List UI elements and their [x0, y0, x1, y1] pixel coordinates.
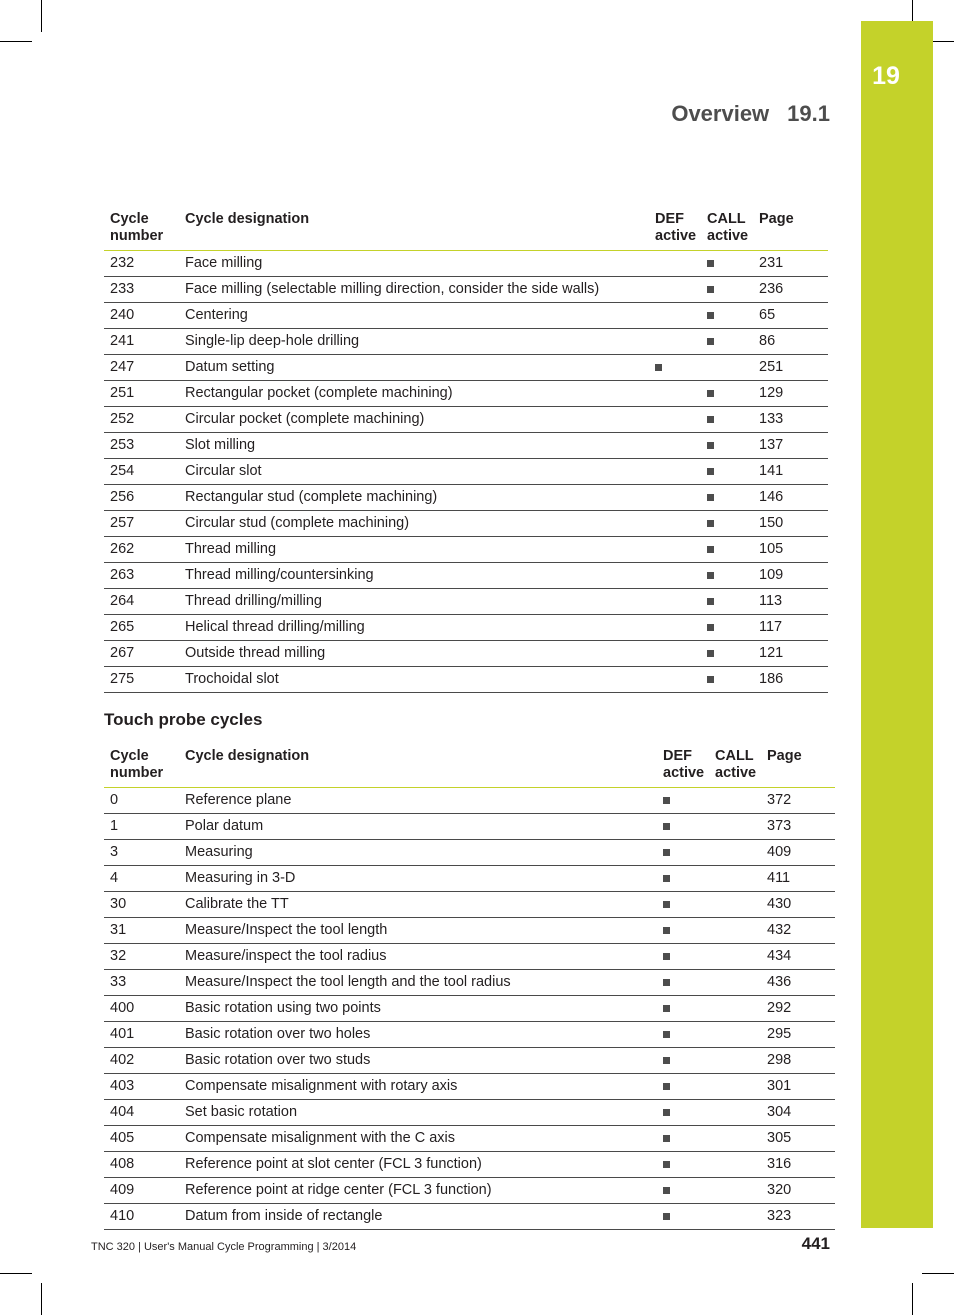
section-number: 19.1	[787, 101, 830, 126]
table-row	[104, 563, 828, 589]
call-active-cell	[701, 459, 753, 485]
table-row	[104, 918, 835, 944]
table-row	[104, 251, 828, 277]
designation-cell: Reference plane	[179, 788, 657, 814]
designation-cell: Helical thread drilling/milling	[179, 615, 649, 641]
page-cell: 372	[761, 788, 835, 814]
call-active-cell	[709, 892, 761, 918]
cycle-number-cell: 401	[104, 1022, 179, 1048]
def-active-cell	[657, 866, 709, 892]
page-cell: 113	[753, 589, 828, 615]
active-marker-icon	[663, 849, 670, 856]
designation-cell: Thread drilling/milling	[179, 589, 649, 615]
page-cell: 146	[753, 485, 828, 511]
designation-cell: Measure/inspect the tool radius	[179, 944, 657, 970]
cycle-number-cell: 232	[104, 251, 179, 277]
designation-cell: Calibrate the TT	[179, 892, 657, 918]
active-marker-icon	[663, 875, 670, 882]
cycle-number-cell: 247	[104, 355, 179, 381]
designation-cell: Circular stud (complete machining)	[179, 511, 649, 537]
touch-probe-heading: Touch probe cycles	[104, 710, 263, 729]
def-active-cell	[657, 1074, 709, 1100]
active-marker-icon	[707, 390, 714, 397]
page-cell: 316	[761, 1152, 835, 1178]
def-active-cell	[657, 970, 709, 996]
col-header-page: Page	[761, 744, 835, 788]
def-active-cell	[657, 1126, 709, 1152]
table-row	[104, 1022, 835, 1048]
cycle-number-cell: 402	[104, 1048, 179, 1074]
def-active-cell	[649, 511, 701, 537]
active-marker-icon	[707, 416, 714, 423]
designation-cell: Measuring in 3-D	[179, 866, 657, 892]
call-active-cell	[701, 563, 753, 589]
touch-probe-cycles-table	[104, 744, 835, 1230]
page-cell: 323	[761, 1204, 835, 1230]
call-active-cell	[709, 866, 761, 892]
page-cell: 292	[761, 996, 835, 1022]
def-active-cell	[657, 892, 709, 918]
page-cell: 251	[753, 355, 828, 381]
table-row	[104, 667, 828, 693]
table-row	[104, 303, 828, 329]
table-header-row	[104, 744, 835, 788]
cycle-number-cell: 33	[104, 970, 179, 996]
call-active-cell	[701, 615, 753, 641]
page-cell: 305	[761, 1126, 835, 1152]
def-active-cell	[649, 303, 701, 329]
table-row	[104, 1048, 835, 1074]
call-active-cell	[701, 589, 753, 615]
col-header-call-active: CALL active	[701, 207, 753, 251]
designation-cell: Face milling (selectable milling direction, consider the side walls)	[179, 277, 649, 303]
call-active-cell	[709, 1204, 761, 1230]
active-marker-icon	[663, 979, 670, 986]
active-marker-icon	[707, 650, 714, 657]
cycle-number-cell: 3	[104, 840, 179, 866]
table-row	[104, 277, 828, 303]
page-cell: 411	[761, 866, 835, 892]
page-cell: 141	[753, 459, 828, 485]
call-active-cell	[709, 1178, 761, 1204]
col-header-def-active: DEF active	[649, 207, 701, 251]
active-marker-icon	[663, 1187, 670, 1194]
def-active-cell	[657, 996, 709, 1022]
cycle-number-cell: 254	[104, 459, 179, 485]
def-active-cell	[649, 589, 701, 615]
active-marker-icon	[707, 572, 714, 579]
table-row	[104, 788, 835, 814]
cycle-number-cell: 233	[104, 277, 179, 303]
table-row	[104, 1100, 835, 1126]
def-active-cell	[649, 407, 701, 433]
crop-mark	[0, 41, 32, 42]
def-active-cell	[657, 840, 709, 866]
active-marker-icon	[707, 312, 714, 319]
page-cell: 231	[753, 251, 828, 277]
table-row	[104, 944, 835, 970]
designation-cell: Outside thread milling	[179, 641, 649, 667]
call-active-cell	[709, 840, 761, 866]
call-active-cell	[709, 944, 761, 970]
def-active-cell	[649, 667, 701, 693]
def-active-cell	[649, 329, 701, 355]
page-cell: 186	[753, 667, 828, 693]
active-marker-icon	[663, 927, 670, 934]
table-row	[104, 589, 828, 615]
call-active-cell	[701, 355, 753, 381]
cycle-number-cell: 31	[104, 918, 179, 944]
call-active-cell	[709, 970, 761, 996]
cycle-number-cell: 253	[104, 433, 179, 459]
active-marker-icon	[707, 260, 714, 267]
active-marker-icon	[655, 364, 662, 371]
cycle-number-cell: 251	[104, 381, 179, 407]
active-marker-icon	[663, 901, 670, 908]
table-row	[104, 840, 835, 866]
active-marker-icon	[707, 338, 714, 345]
cycle-number-cell: 30	[104, 892, 179, 918]
table-row	[104, 407, 828, 433]
call-active-cell	[709, 1022, 761, 1048]
active-marker-icon	[663, 1031, 670, 1038]
col-header-page: Page	[753, 207, 828, 251]
designation-cell: Rectangular stud (complete machining)	[179, 485, 649, 511]
active-marker-icon	[663, 797, 670, 804]
page-cell: 137	[753, 433, 828, 459]
call-active-cell	[701, 641, 753, 667]
table-row	[104, 1074, 835, 1100]
designation-cell: Measuring	[179, 840, 657, 866]
designation-cell: Reference point at ridge center (FCL 3 function)	[179, 1178, 657, 1204]
cycle-number-cell: 252	[104, 407, 179, 433]
table-row	[104, 615, 828, 641]
crop-mark	[922, 1273, 954, 1274]
active-marker-icon	[707, 442, 714, 449]
page-cell: 298	[761, 1048, 835, 1074]
page-cell: 430	[761, 892, 835, 918]
page-cell: 109	[753, 563, 828, 589]
table-row	[104, 329, 828, 355]
col-header-cycle-number: Cycle number	[104, 744, 179, 788]
call-active-cell	[701, 485, 753, 511]
page-cell: 409	[761, 840, 835, 866]
table-row	[104, 641, 828, 667]
active-marker-icon	[707, 598, 714, 605]
cycle-number-cell: 1	[104, 814, 179, 840]
call-active-cell	[701, 329, 753, 355]
table-row	[104, 433, 828, 459]
page-cell: 129	[753, 381, 828, 407]
col-header-designation: Cycle designation	[179, 744, 657, 788]
def-active-cell	[657, 1048, 709, 1074]
active-marker-icon	[707, 468, 714, 475]
def-active-cell	[657, 1152, 709, 1178]
table-row	[104, 1152, 835, 1178]
col-header-cycle-number: Cycle number	[104, 207, 179, 251]
cycle-number-cell: 265	[104, 615, 179, 641]
designation-cell: Compensate misalignment with the C axis	[179, 1126, 657, 1152]
designation-cell: Basic rotation using two points	[179, 996, 657, 1022]
designation-cell: Reference point at slot center (FCL 3 function)	[179, 1152, 657, 1178]
page-cell: 117	[753, 615, 828, 641]
active-marker-icon	[663, 1213, 670, 1220]
crop-mark	[0, 1273, 32, 1274]
table-row	[104, 1126, 835, 1152]
def-active-cell	[657, 788, 709, 814]
call-active-cell	[701, 667, 753, 693]
call-active-cell	[709, 918, 761, 944]
def-active-cell	[649, 277, 701, 303]
def-active-cell	[649, 563, 701, 589]
cycle-number-cell: 263	[104, 563, 179, 589]
call-active-cell	[701, 303, 753, 329]
machining-cycles-table	[104, 207, 828, 693]
cycle-number-cell: 32	[104, 944, 179, 970]
call-active-cell	[709, 1100, 761, 1126]
cycle-number-cell: 404	[104, 1100, 179, 1126]
call-active-cell	[709, 788, 761, 814]
def-active-cell	[649, 251, 701, 277]
designation-cell: Single-lip deep-hole drilling	[179, 329, 649, 355]
cycle-number-cell: 409	[104, 1178, 179, 1204]
page-cell: 150	[753, 511, 828, 537]
active-marker-icon	[663, 1109, 670, 1116]
cycle-number-cell: 267	[104, 641, 179, 667]
designation-cell: Measure/Inspect the tool length	[179, 918, 657, 944]
def-active-cell	[649, 641, 701, 667]
cycle-number-cell: 240	[104, 303, 179, 329]
footer-text: TNC 320 | User's Manual Cycle Programming | 3/2014	[91, 1241, 357, 1253]
crop-mark	[912, 1283, 913, 1315]
crop-mark	[41, 0, 42, 32]
page-cell: 65	[753, 303, 828, 329]
def-active-cell	[657, 1022, 709, 1048]
call-active-cell	[709, 1074, 761, 1100]
cycle-number-cell: 0	[104, 788, 179, 814]
cycle-number-cell: 403	[104, 1074, 179, 1100]
call-active-cell	[701, 277, 753, 303]
section-header	[671, 101, 830, 127]
page-cell: 295	[761, 1022, 835, 1048]
page-cell: 105	[753, 537, 828, 563]
page-cell: 373	[761, 814, 835, 840]
designation-cell: Circular slot	[179, 459, 649, 485]
call-active-cell	[701, 537, 753, 563]
call-active-cell	[701, 433, 753, 459]
designation-cell: Trochoidal slot	[179, 667, 649, 693]
cycle-number-cell: 410	[104, 1204, 179, 1230]
page-cell: 86	[753, 329, 828, 355]
cycle-number-cell: 262	[104, 537, 179, 563]
table-row	[104, 814, 835, 840]
designation-cell: Compensate misalignment with rotary axis	[179, 1074, 657, 1100]
active-marker-icon	[707, 624, 714, 631]
def-active-cell	[657, 918, 709, 944]
active-marker-icon	[663, 1135, 670, 1142]
cycle-number-cell: 257	[104, 511, 179, 537]
table-row	[104, 866, 835, 892]
active-marker-icon	[663, 823, 670, 830]
cycle-number-cell: 264	[104, 589, 179, 615]
active-marker-icon	[663, 1161, 670, 1168]
table-row	[104, 996, 835, 1022]
call-active-cell	[709, 996, 761, 1022]
table-row	[104, 537, 828, 563]
designation-cell: Thread milling	[179, 537, 649, 563]
cycle-number-cell: 241	[104, 329, 179, 355]
table-row	[104, 892, 835, 918]
designation-cell: Measure/Inspect the tool length and the tool radius	[179, 970, 657, 996]
table-row	[104, 355, 828, 381]
active-marker-icon	[707, 520, 714, 527]
chapter-number: 19	[872, 62, 900, 90]
active-marker-icon	[707, 546, 714, 553]
page-number: 441	[801, 1234, 830, 1253]
table-row	[104, 970, 835, 996]
page-cell: 304	[761, 1100, 835, 1126]
active-marker-icon	[663, 1005, 670, 1012]
active-marker-icon	[663, 1083, 670, 1090]
col-header-def-active: DEF active	[657, 744, 709, 788]
def-active-cell	[657, 1204, 709, 1230]
col-header-call-active: CALL active	[709, 744, 761, 788]
def-active-cell	[657, 944, 709, 970]
active-marker-icon	[707, 676, 714, 683]
def-active-cell	[657, 814, 709, 840]
designation-cell: Circular pocket (complete machining)	[179, 407, 649, 433]
call-active-cell	[709, 1152, 761, 1178]
call-active-cell	[709, 1048, 761, 1074]
page-cell: 432	[761, 918, 835, 944]
def-active-cell	[649, 485, 701, 511]
table-row	[104, 485, 828, 511]
crop-mark	[41, 1283, 42, 1315]
active-marker-icon	[707, 286, 714, 293]
table-row	[104, 459, 828, 485]
active-marker-icon	[663, 1057, 670, 1064]
designation-cell: Centering	[179, 303, 649, 329]
page-cell: 121	[753, 641, 828, 667]
cycle-number-cell: 400	[104, 996, 179, 1022]
col-header-designation: Cycle designation	[179, 207, 649, 251]
designation-cell: Polar datum	[179, 814, 657, 840]
cycle-number-cell: 408	[104, 1152, 179, 1178]
page-cell: 236	[753, 277, 828, 303]
designation-cell: Face milling	[179, 251, 649, 277]
active-marker-icon	[707, 494, 714, 501]
cycle-number-cell: 275	[104, 667, 179, 693]
call-active-cell	[701, 251, 753, 277]
designation-cell: Rectangular pocket (complete machining)	[179, 381, 649, 407]
page-cell: 320	[761, 1178, 835, 1204]
designation-cell: Datum setting	[179, 355, 649, 381]
call-active-cell	[709, 1126, 761, 1152]
designation-cell: Slot milling	[179, 433, 649, 459]
cycle-number-cell: 405	[104, 1126, 179, 1152]
designation-cell: Datum from inside of rectangle	[179, 1204, 657, 1230]
def-active-cell	[649, 537, 701, 563]
page-cell: 434	[761, 944, 835, 970]
page-cell: 133	[753, 407, 828, 433]
def-active-cell	[649, 433, 701, 459]
def-active-cell	[649, 615, 701, 641]
cycle-number-cell: 4	[104, 866, 179, 892]
def-active-cell	[649, 355, 701, 381]
def-active-cell	[657, 1100, 709, 1126]
section-title: Overview	[671, 101, 770, 126]
call-active-cell	[701, 511, 753, 537]
table-row	[104, 1204, 835, 1230]
call-active-cell	[701, 407, 753, 433]
page-cell: 436	[761, 970, 835, 996]
designation-cell: Basic rotation over two holes	[179, 1022, 657, 1048]
designation-cell: Basic rotation over two studs	[179, 1048, 657, 1074]
def-active-cell	[649, 381, 701, 407]
table-row	[104, 1178, 835, 1204]
call-active-cell	[701, 381, 753, 407]
table-row	[104, 381, 828, 407]
call-active-cell	[709, 814, 761, 840]
def-active-cell	[649, 459, 701, 485]
page-cell: 301	[761, 1074, 835, 1100]
designation-cell: Set basic rotation	[179, 1100, 657, 1126]
def-active-cell	[657, 1178, 709, 1204]
designation-cell: Thread milling/countersinking	[179, 563, 649, 589]
active-marker-icon	[663, 953, 670, 960]
table-row	[104, 511, 828, 537]
table-header-row	[104, 207, 828, 251]
chapter-tab	[861, 21, 933, 1228]
cycle-number-cell: 256	[104, 485, 179, 511]
